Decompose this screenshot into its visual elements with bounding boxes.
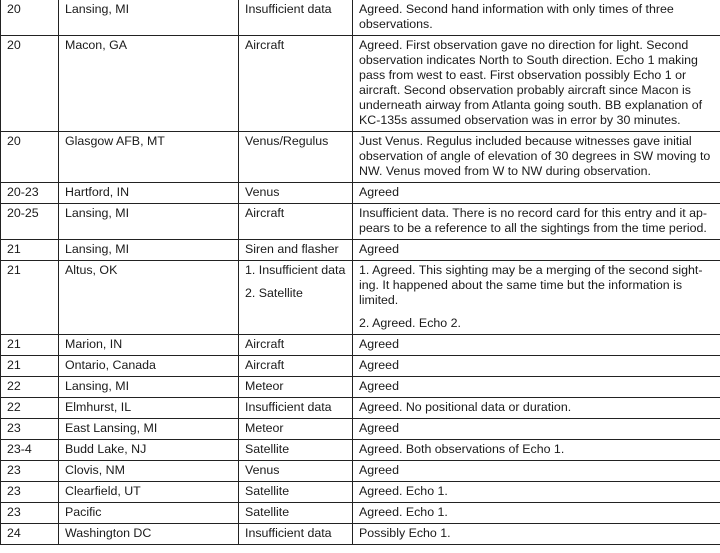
date-cell: 20-25 (1, 204, 59, 240)
date-cell: 21 (1, 240, 59, 261)
location-cell: Altus, OK (59, 261, 239, 335)
comments-cell (353, 204, 720, 240)
evaluation-text: Satellite (245, 505, 290, 519)
table-row (1, 36, 720, 132)
evaluation-text: Satellite (245, 442, 290, 456)
date-cell: 23 (1, 482, 59, 503)
evaluation-cell (239, 356, 353, 377)
comment-text: Agreed. Echo 1. (359, 484, 448, 498)
location-cell: Clearfield, UT (59, 482, 239, 503)
evaluation-cell (239, 419, 353, 440)
table-row (1, 419, 720, 440)
table-row (1, 183, 720, 204)
date-cell: 20-23 (1, 183, 59, 204)
evaluation-text: Insufficient data (245, 400, 332, 414)
comment-text: Agreed. First observation gave no direction for light. Second observation indicates North to South direction. Echo 1 making pass from west to east. First observation possibly Echo 1 or aircraft. Second observation probably aircraft since Macon is underneath airway from Atlanta going south. BB explanation of KC-135s assumed observation was in error by 30 minutes. (359, 38, 703, 127)
comment-text: Possibly Echo 1. (359, 526, 451, 540)
comment-text: Agreed (359, 379, 399, 393)
comment-text: 1. Agreed. This sighting may be a merging of the second sight-ing. It happened about the same time but the information is limited. (359, 263, 703, 307)
evaluation-cell (239, 132, 353, 183)
location-cell: Clovis, NM (59, 461, 239, 482)
evaluation-cell (239, 461, 353, 482)
location-cell: Budd Lake, NJ (59, 440, 239, 461)
comment-text: Agreed (359, 185, 399, 199)
evaluation-cell (239, 183, 353, 204)
evaluation-text: Insufficient data (245, 2, 332, 16)
date-cell: 22 (1, 377, 59, 398)
table-row (1, 335, 720, 356)
comments-cell (353, 503, 720, 524)
evaluation-cell (239, 482, 353, 503)
table-row (1, 461, 720, 482)
comments-cell (353, 377, 720, 398)
evaluation-cell (239, 261, 353, 335)
date-cell: 23 (1, 419, 59, 440)
comment-text: Agreed. No positional data or duration. (359, 400, 572, 414)
date-cell: 21 (1, 356, 59, 377)
comments-cell (353, 482, 720, 503)
evaluation-text: Siren and flasher (245, 242, 339, 256)
sightings-table-body (1, 0, 720, 545)
comments-cell (353, 36, 720, 132)
comment-text: Agreed. Second hand information with only times of three observations. (359, 2, 674, 31)
date-cell: 23-4 (1, 440, 59, 461)
comments-cell (353, 183, 720, 204)
table-row (1, 398, 720, 419)
date-cell: 20 (1, 36, 59, 132)
comments-cell (353, 461, 720, 482)
date-cell: 23 (1, 461, 59, 482)
evaluation-cell (239, 524, 353, 545)
date-cell: 20 (1, 0, 59, 36)
comments-cell (353, 0, 720, 36)
location-cell: Pacific (59, 503, 239, 524)
comment-text: Agreed (359, 358, 399, 372)
evaluation-text: Venus (245, 185, 280, 199)
table-row (1, 204, 720, 240)
date-cell: 22 (1, 398, 59, 419)
table-row (1, 482, 720, 503)
comment-text: Agreed (359, 337, 399, 351)
comment-text: Insufficient data. There is no record card for this entry and it ap-pears to be a reference to all the sightings from the time period. (359, 206, 708, 235)
evaluation-text: Aircraft (245, 337, 285, 351)
date-cell: 21 (1, 335, 59, 356)
location-cell: Lansing, MI (59, 0, 239, 36)
comments-cell (353, 356, 720, 377)
comment-text: Agreed (359, 463, 399, 477)
evaluation-cell (239, 36, 353, 132)
table-row (1, 377, 720, 398)
date-cell: 23 (1, 503, 59, 524)
evaluation-text: Aircraft (245, 358, 285, 372)
location-cell: Elmhurst, IL (59, 398, 239, 419)
evaluation-text: 2. Satellite (245, 286, 303, 300)
date-cell: 20 (1, 132, 59, 183)
location-cell: Lansing, MI (59, 240, 239, 261)
evaluation-cell (239, 204, 353, 240)
evaluation-cell (239, 398, 353, 419)
comment-text: Just Venus. Regulus included because witnesses gave initial observation of angle of elevation of 30 degrees in SW moving to NW. Venus moved from W to NW during observation. (359, 134, 711, 178)
date-cell: 21 (1, 261, 59, 335)
evaluation-text: 1. Insufficient data (245, 263, 346, 277)
comments-cell (353, 132, 720, 183)
comments-cell (353, 335, 720, 356)
comments-cell (353, 240, 720, 261)
location-cell: Ontario, Canada (59, 356, 239, 377)
comment-text: Agreed (359, 421, 399, 435)
table-row (1, 440, 720, 461)
evaluation-text: Venus (245, 463, 280, 477)
evaluation-cell (239, 240, 353, 261)
location-cell: Lansing, MI (59, 377, 239, 398)
comment-text: Agreed. Echo 1. (359, 505, 448, 519)
location-cell: East Lansing, MI (59, 419, 239, 440)
evaluation-text: Insufficient data (245, 526, 332, 540)
location-cell: Hartford, IN (59, 183, 239, 204)
comment-text: Agreed (359, 242, 399, 256)
evaluation-cell (239, 440, 353, 461)
comments-cell (353, 398, 720, 419)
location-cell: Lansing, MI (59, 204, 239, 240)
table-row (1, 132, 720, 183)
evaluation-text: Aircraft (245, 206, 285, 220)
evaluation-text: Meteor (245, 379, 284, 393)
comments-cell (353, 440, 720, 461)
table-row (1, 240, 720, 261)
evaluation-cell (239, 503, 353, 524)
evaluation-text: Satellite (245, 484, 290, 498)
table-row (1, 0, 720, 36)
comments-cell (353, 261, 720, 335)
evaluation-cell (239, 377, 353, 398)
location-cell: Marion, IN (59, 335, 239, 356)
comment-text: Agreed. Both observations of Echo 1. (359, 442, 565, 456)
table-row (1, 356, 720, 377)
location-cell: Glasgow AFB, MT (59, 132, 239, 183)
evaluation-cell (239, 0, 353, 36)
evaluation-text: Venus/Regulus (245, 134, 329, 148)
location-cell: Macon, GA (59, 36, 239, 132)
comments-cell (353, 419, 720, 440)
date-cell: 24 (1, 524, 59, 545)
comment-text: 2. Agreed. Echo 2. (359, 316, 461, 330)
comments-cell (353, 524, 720, 545)
location-cell: Washington DC (59, 524, 239, 545)
evaluation-text: Aircraft (245, 38, 285, 52)
table-row (1, 261, 720, 335)
evaluation-cell (239, 335, 353, 356)
table-row (1, 524, 720, 545)
evaluation-text: Meteor (245, 421, 284, 435)
table-row (1, 503, 720, 524)
